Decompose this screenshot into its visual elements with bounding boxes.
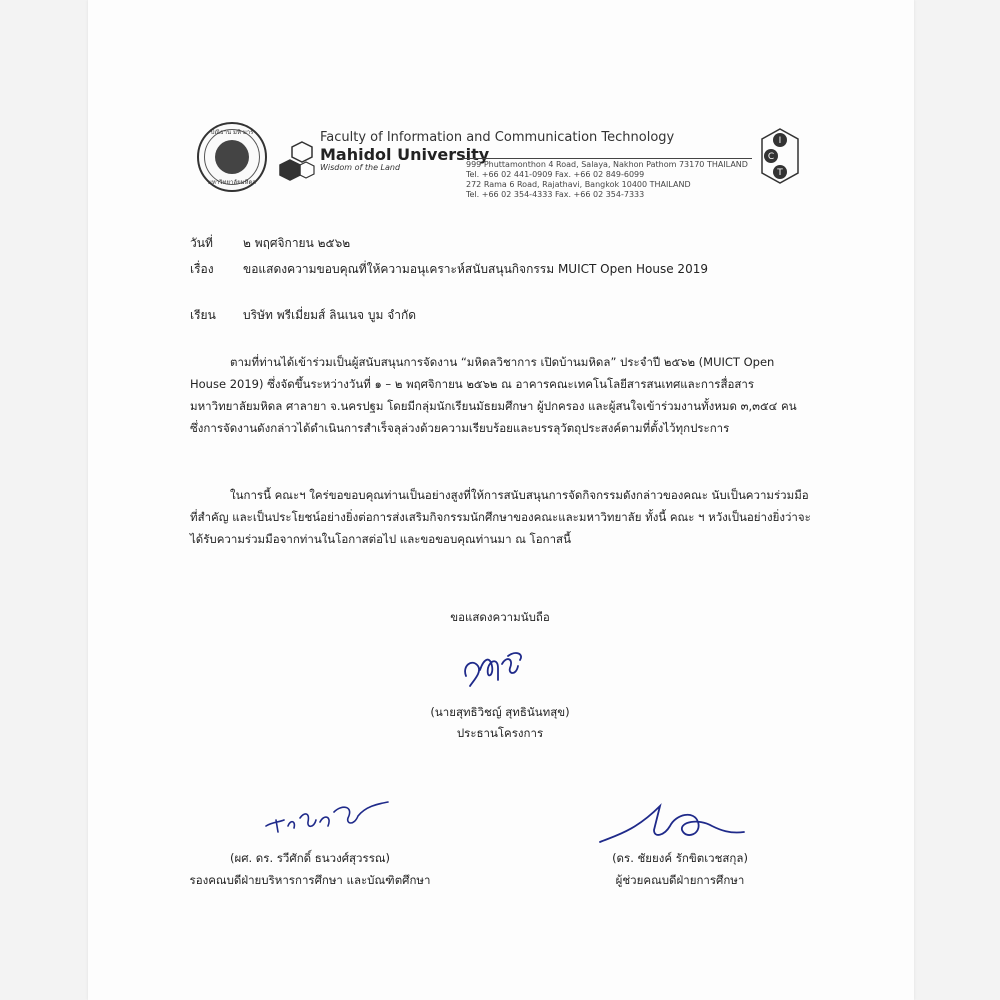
paragraph-1 xyxy=(190,351,796,439)
paragraph-1-line-3: มหาวิทยาลัยมหิดล ศาลายา จ.นครปฐม โดยมีกลุ่มนักเรียนมัธยมศึกษา ผู้ปกครอง และผู้สนใจเข้าร่วมงานทั้งหมด ๓,๓๕๔ คน xyxy=(190,399,797,413)
main-signature-icon xyxy=(458,646,538,694)
paragraph-2-line-2: ที่สำคัญ และเป็นประโยชน์อย่างยิ่งต่อการส่งเสริมกิจกรรมนักศึกษาของคณะและมหาวิทยาลัย ทั้งนี้ คณะ ฯ หวังเป็นอย่างยิ่งว่าจะ xyxy=(190,510,811,524)
right-signatory-title: ผู้ช่วยคณบดีฝ่ายการศึกษา xyxy=(615,873,745,887)
main-signatory-name: (นายสุทธิวิชญ์ สุทธินันทสุข) xyxy=(430,705,570,719)
right-signatory-name: (ดร. ชัยยงค์ รักขิตเวชสกุล) xyxy=(612,851,748,865)
recipient-label: เรียน xyxy=(190,308,216,322)
address-line-4: Tel. +66 02 354-4333 Fax. +66 02 354-7333 xyxy=(466,190,645,199)
subject-label: เรื่อง xyxy=(190,262,214,276)
ict-letter-t: T xyxy=(777,168,783,178)
paragraph-2 xyxy=(190,484,811,550)
paragraph-2-line-1: ในการนี้ คณะฯ ใคร่ขอขอบคุณท่านเป็นอย่างสูงที่ให้การสนับสนุนการจัดกิจกรรมดังกล่าวของคณะ นับเป็นความร่วมมือ xyxy=(230,488,809,502)
paragraph-1-line-1: ตามที่ท่านได้เข้าร่วมเป็นผู้สนับสนุนการจัดงาน “มหิดลวิชาการ เปิดบ้านมหิดล” ประจำปี ๒๕๖๒ (MUICT Open xyxy=(230,355,775,369)
ict-letter-i: I xyxy=(778,136,782,146)
paragraph-1-line-4: ซึ่งการจัดงานดังกล่าวได้ดำเนินการสำเร็จลุล่วงด้วยความเรียบร้อยและบรรลุวัตถุประสงค์ตามที่ตั้งไว้ทุกประการ xyxy=(190,421,730,435)
paragraph-2-line-3: ได้รับความร่วมมือจากท่านในโอกาสต่อไป และขอขอบคุณท่านมา ณ โอกาสนี้ xyxy=(190,532,571,546)
seal-top-text: ปณิธาน มหิ มาร xyxy=(210,129,254,136)
ict-letter-c: C xyxy=(767,152,775,162)
mahidol-seal-logo xyxy=(197,122,267,192)
closing-text: ขอแสดงความนับถือ xyxy=(450,610,550,624)
paragraph-1-line-2: House 2019) ซึ่งจัดขึ้นระหว่างวันที่ ๑ – ๒ พฤศจิกายน ๒๕๖๒ ณ อาคารคณะเทคโนโลยีสารสนเทศและการสื่อสาร xyxy=(190,377,755,391)
letterhead-divider xyxy=(462,158,752,159)
date-label: วันที่ xyxy=(190,236,213,250)
main-signatory-title: ประธานโครงการ xyxy=(456,726,544,740)
university-name: Mahidol University xyxy=(320,145,490,164)
university-motto: Wisdom of the Land xyxy=(320,163,401,172)
address-line-1: 999 Phuttamonthon 4 Road, Salaya, Nakhon Pathom 73170 THAILAND xyxy=(466,160,748,169)
recipient-value: บริษัท พรีเมี่ยมส์ ลินเนจ บูม จำกัด xyxy=(243,308,417,322)
address-line-2: Tel. +66 02 441-0909 Fax. +66 02 849-6099 xyxy=(466,170,645,179)
date-value: ๒ พฤศจิกายน ๒๕๖๒ xyxy=(243,236,351,250)
subject-value: ขอแสดงความขอบคุณที่ให้ความอนุเคราะห์สนับสนุนกิจกรรม MUICT Open House 2019 xyxy=(243,262,708,276)
seal-bottom-text: มหาวิทยาลัยมหิดล xyxy=(207,179,257,186)
hexagon-logo-icon xyxy=(278,140,318,184)
ict-logo-icon xyxy=(760,128,800,184)
left-signatory-name: (ผศ. ดร. รวีศักดิ์ ธนวงศ์สุวรรณ) xyxy=(229,851,391,865)
left-signature-icon xyxy=(262,798,392,838)
right-signature-icon xyxy=(594,792,754,848)
faculty-name: Faculty of Information and Communication Technology xyxy=(320,130,675,145)
address-line-3: 272 Rama 6 Road, Rajathavi, Bangkok 10400 THAILAND xyxy=(466,180,691,189)
left-signatory-title: รองคณบดีฝ่ายบริหารการศึกษา และบัณฑิตศึกษา xyxy=(189,873,431,887)
